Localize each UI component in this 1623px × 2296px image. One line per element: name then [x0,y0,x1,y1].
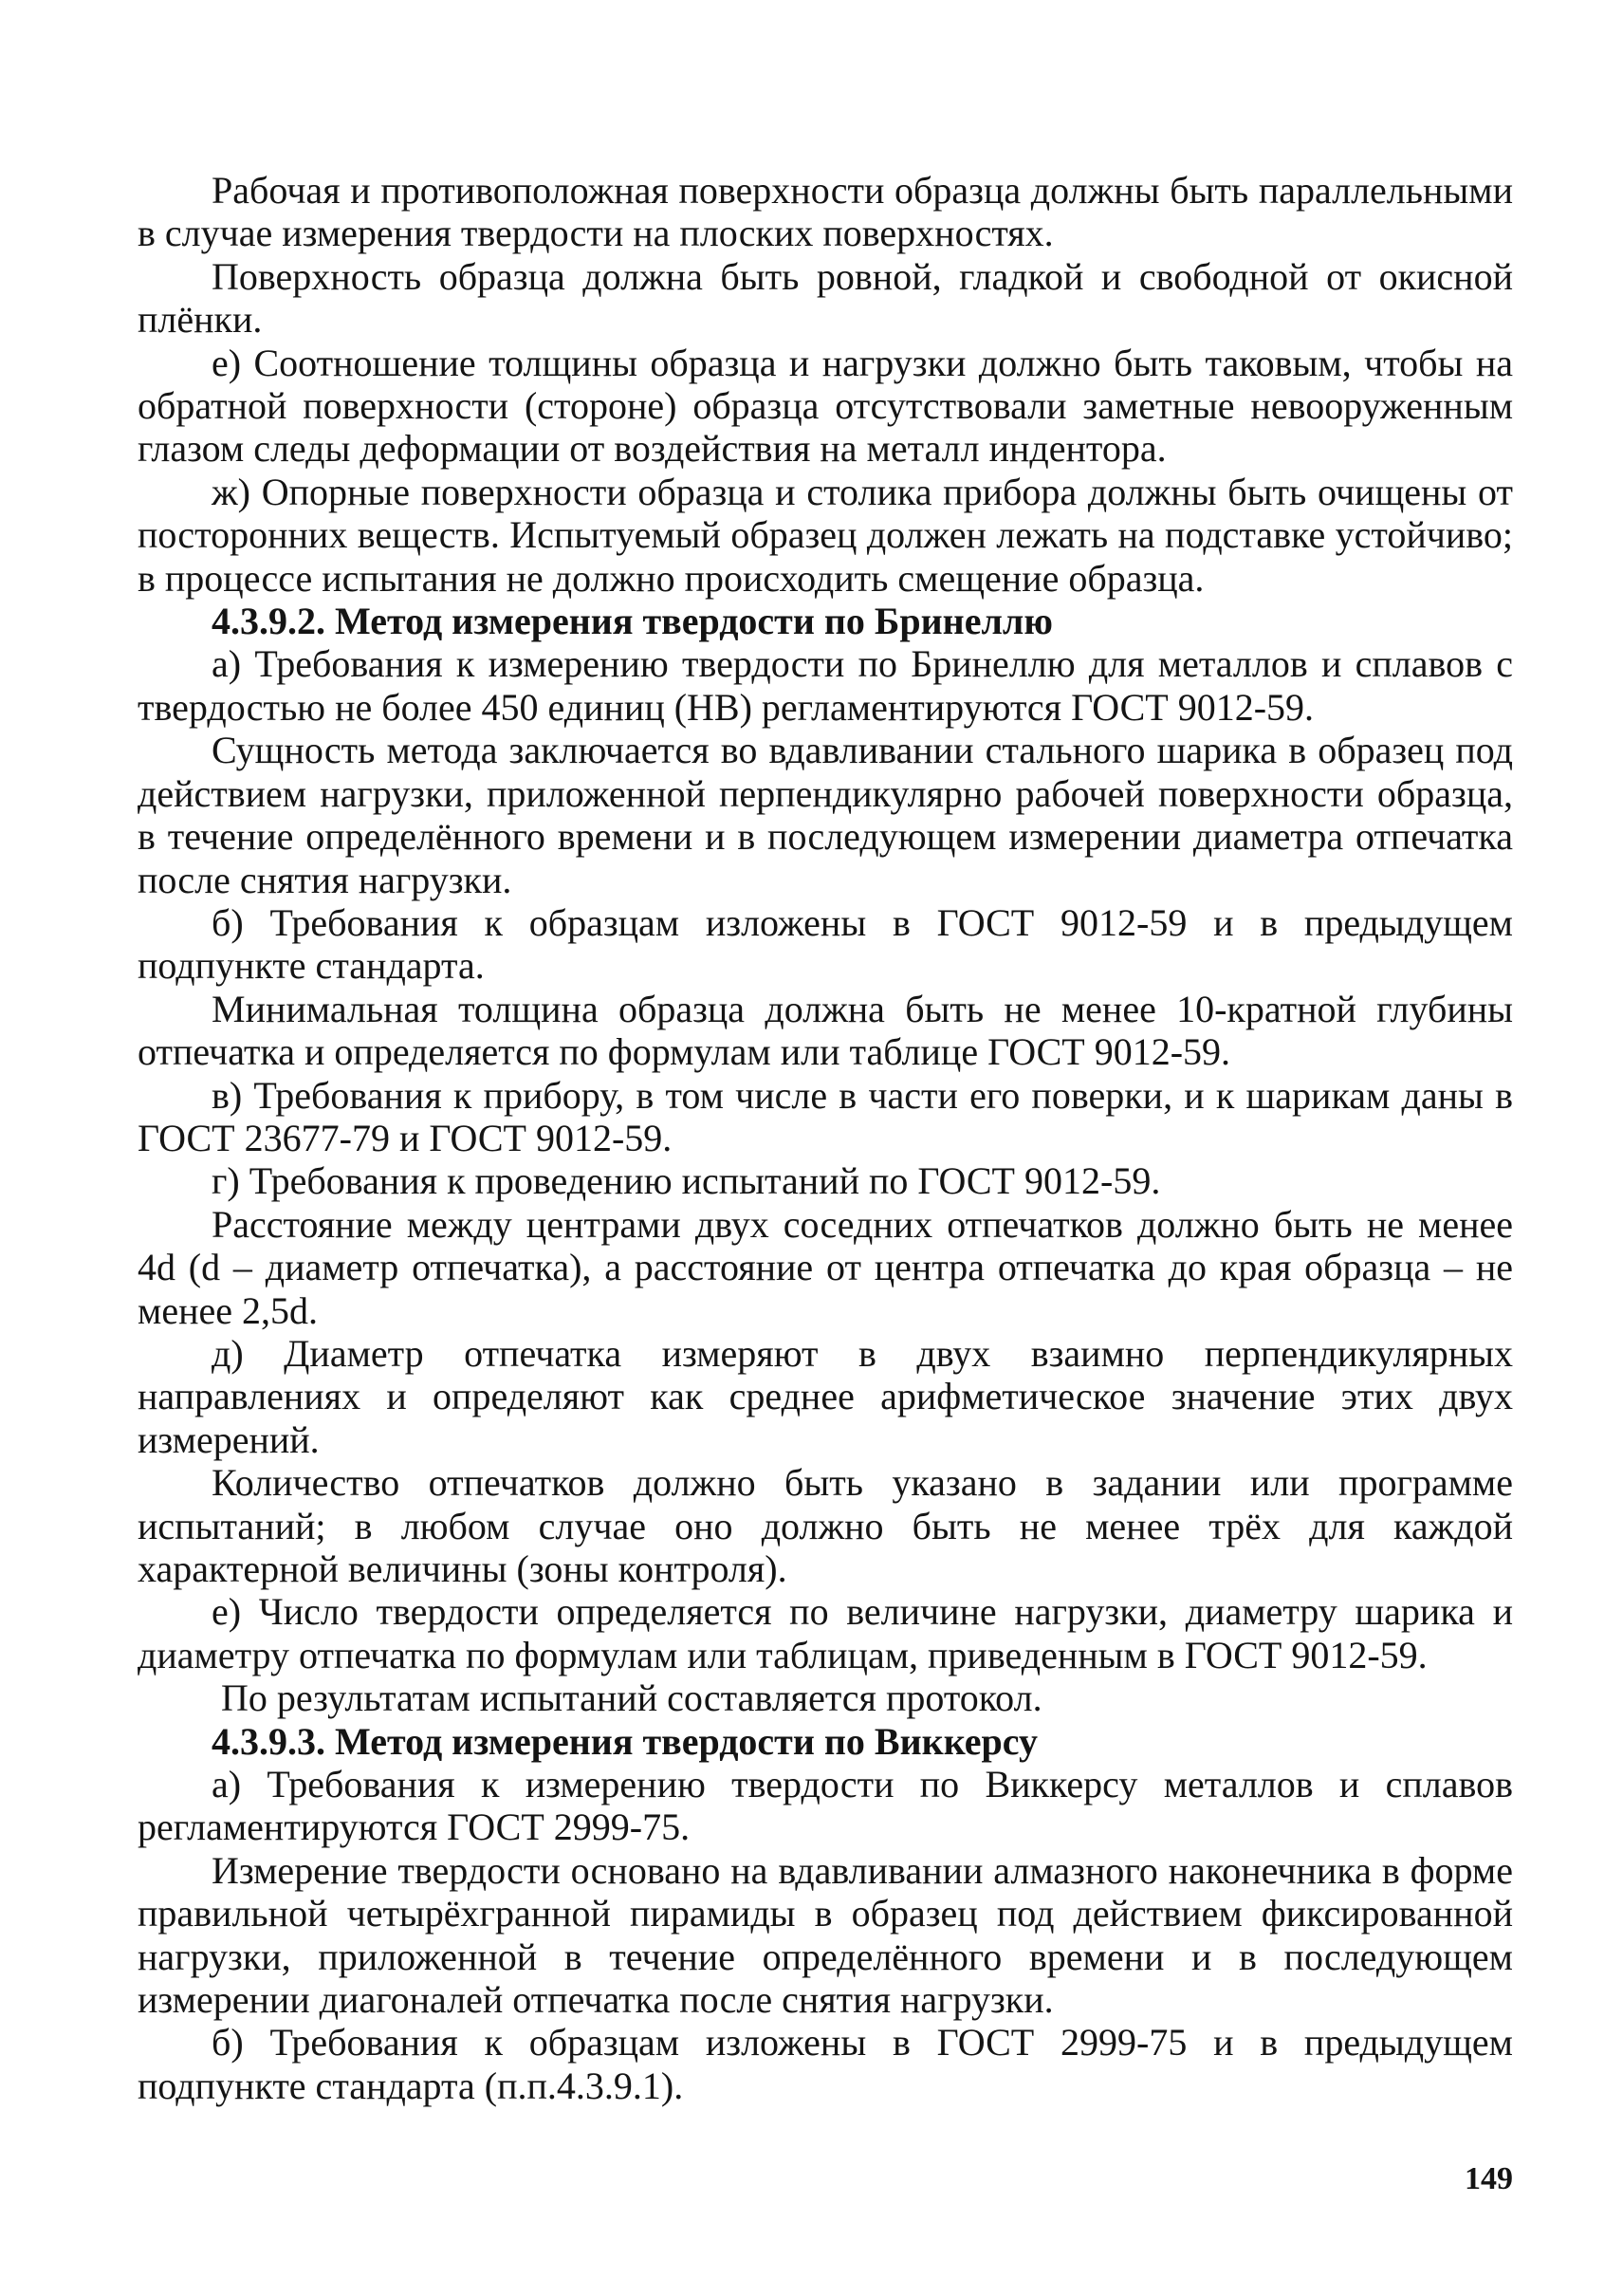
paragraph: ж) Опорные поверхности образца и столика прибора должны быть очищены от посторонних веществ. Испытуемый образец должен лежать на подставке устойчиво; в процессе испытания не должно происходить смещение образца. [138,470,1513,600]
paragraph: Расстояние между центрами двух соседних отпечатков должно быть не менее 4d (d – диаметр отпечатка), а расстояние от центра отпечатка до края образца – не менее 2,5d. [138,1202,1513,1332]
section-heading: 4.3.9.2. Метод измерения твердости по Бринеллю [212,600,1053,643]
paragraph: Количество отпечатков должно быть указано в задании или программе испытаний; в любом случае оно должно быть не менее трёх для каждой характерной величины (зоны контроля). [138,1461,1513,1590]
paragraph: а) Требования к измерению твердости по Виккерсу металлов и сплавов регламентируются ГОСТ 2999-75. [138,1763,1513,1849]
paragraph: Поверхность образца должна быть ровной, гладкой и свободной от окисной плёнки. [138,254,1513,342]
paragraph: б) Требования к образцам изложены в ГОСТ 9012-59 и в предыдущем подпункте стандарта. [138,900,1513,988]
paragraph: Сущность метода заключается во вдавливании стального шарика в образец под действием нагрузки, приложенной перпендикулярно рабочей поверхности образца, в течение определённого времени и в последующем измерении диаметра отпечатка после снятия нагрузки. [138,729,1513,901]
paragraph: Минимальная толщина образца должна быть не менее 10-кратной глубины отпечатка и определяется по формулам или таблице ГОСТ 9012-59. [138,987,1513,1074]
section-heading: 4.3.9.3. Метод измерения твердости по Виккерсу [212,1719,1038,1763]
paragraph: б) Требования к образцам изложены в ГОСТ 2999-75 и в предыдущем подпункте стандарта (п.п.4.3.9.1). [138,2021,1513,2107]
paragraph: а) Требования к измерению твердости по Бринеллю для металлов и сплавов с твердостью не более 450 единиц (НВ) регламентируются ГОСТ 9012-59. [138,642,1513,729]
paragraph: е) Число твердости определяется по величине нагрузки, диаметру шарика и диаметру отпечатка по формулам или таблицам, приведенным в ГОСТ 9012-59. [138,1590,1513,1676]
paragraph: Измерение твердости основано на вдавливании алмазного наконечника в форме правильной четырёхгранной пирамиды в образец под действием фиксированной нагрузки, приложенной в течение определённого времени и в последующем измерении диагоналей отпечатка после снятия нагрузки. [138,1848,1513,2022]
paragraph: в) Требования к прибору, в том числе в части его поверки, и к шарикам даны в ГОСТ 23677-79 и ГОСТ 9012-59. [138,1073,1513,1159]
paragraph: д) Диаметр отпечатка измеряют в двух взаимно перпендикулярных направлениях и определяют как среднее арифметическое значение этих двух измерений. [138,1331,1513,1461]
paragraph: г) Требования к проведению испытаний по ГОСТ 9012-59. [212,1159,1161,1203]
paragraph: е) Соотношение толщины образца и нагрузки должно быть таковым, чтобы на обратной поверхности (стороне) образца отсутствовали заметные невооруженным глазом следы деформации от воздействия на металл индентора. [138,341,1513,471]
body-text [138,169,1513,2107]
paragraph: Рабочая и противоположная поверхности образца должны быть параллельными в случае измерения твердости на плоских поверхностях. [138,169,1513,255]
page-number: 149 [1465,2161,1513,2196]
paragraph: По результатам испытаний составляется протокол. [221,1676,1042,1720]
